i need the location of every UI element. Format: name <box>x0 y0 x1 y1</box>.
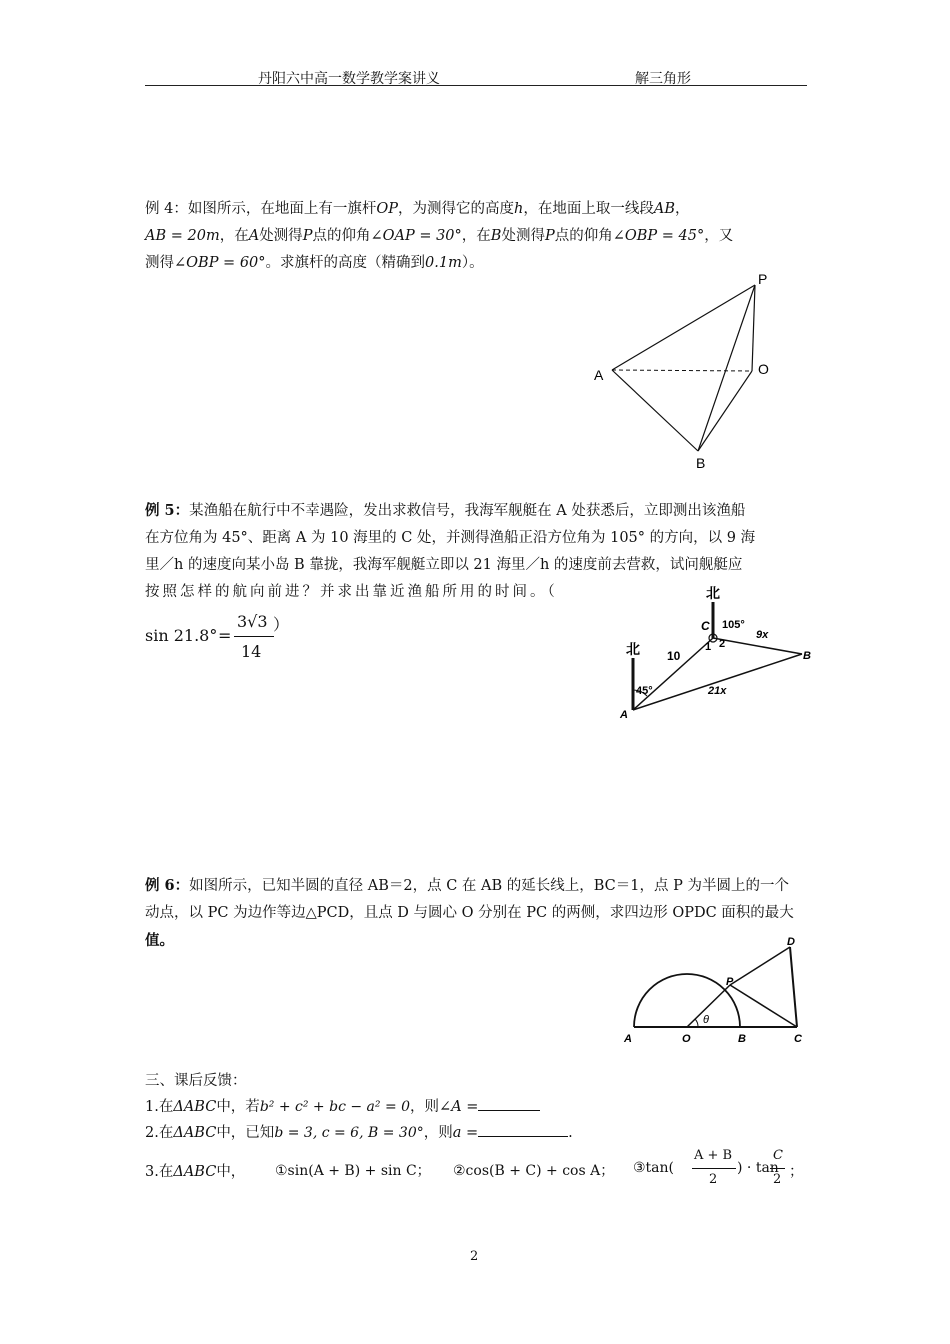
label-a: A <box>594 367 604 383</box>
ex4-text-seg: ）。 <box>461 255 484 271</box>
label-1: 1 <box>705 641 712 653</box>
label-10: 10 <box>667 649 681 663</box>
math-precision: 0.1m <box>425 255 462 271</box>
ex4-text-seg: ，在 <box>461 228 491 244</box>
label-d: D <box>787 936 795 948</box>
angle-arc-theta <box>695 1019 698 1027</box>
label-p: P <box>726 976 734 988</box>
q2-text-seg: 中，已知 <box>216 1125 275 1141</box>
ex4-line2 <box>145 223 810 250</box>
ex6-text-seg: 如图所示，已知半圆的直径 AB＝2，点 C 在 AB 的延长线上，BC＝1，点 P 为半圆上的一个 <box>189 878 789 894</box>
label-45: 45° <box>636 685 653 697</box>
hint-eq: = <box>218 626 232 645</box>
section3-title: 三、课后反馈： <box>145 1073 247 1089</box>
ex6-line2: 动点，以 PC 为边作等边△PCD，且点 D 与圆心 O 分别在 PC 的两侧，求四边形 OPDC 面积的最大 <box>145 905 794 921</box>
q3-sep: ； <box>416 1163 431 1179</box>
ex6-line3: 值。 <box>145 932 174 949</box>
q3-option-3-prefix: ③tan( <box>633 1160 675 1176</box>
line-dc <box>790 947 797 1027</box>
line-bo <box>698 371 752 451</box>
hint-numerator: 3√3 <box>237 612 268 631</box>
line-ab <box>612 370 698 451</box>
ex4-text-seg: 处测得 <box>501 228 545 244</box>
label-2: 2 <box>719 638 726 650</box>
header-title: 丹阳六中高一数学教学案讲义 <box>258 71 440 87</box>
q3-option-2 <box>453 1160 614 1180</box>
ex5-text-seg: 某渔船在航行中不幸遇险，发出求救信号，我海军舰艇在 A 处获悉后，立即测出该渔船 <box>189 503 746 519</box>
north-label-c: 北 <box>706 585 720 601</box>
hint-close: ） <box>273 615 290 634</box>
q3 <box>145 1148 810 1196</box>
page-number: 2 <box>470 1249 479 1264</box>
math-a: a = <box>452 1125 479 1141</box>
ex4-text-seg: 点的仰角 <box>312 228 371 244</box>
semicircle <box>634 974 740 1027</box>
hint-sin: sin 21.8° <box>145 626 218 645</box>
label-b: B <box>696 455 706 471</box>
header-rule <box>145 85 807 86</box>
north-label-a: 北 <box>626 641 640 657</box>
math-a: A <box>248 228 260 244</box>
label-o: O <box>682 1033 691 1045</box>
q3-frac2-den: 2 <box>773 1172 782 1187</box>
q3-suffix: 中， <box>216 1164 246 1180</box>
math-ab-length: AB = 20m <box>145 228 220 244</box>
header-chapter: 解三角形 <box>635 71 691 87</box>
ex4-figure <box>580 268 800 478</box>
math-angle-a: ∠A = <box>439 1099 479 1115</box>
ex4-text <box>145 196 810 277</box>
math-equation: b² + c² + bc − a² = 0 <box>259 1099 411 1115</box>
ex4-label: 例 4： <box>145 201 188 217</box>
hint-denominator: 14 <box>241 642 262 661</box>
math-b: B <box>490 228 502 244</box>
ex4-text-seg: ，在 <box>219 228 249 244</box>
ex5-line1 <box>145 497 810 525</box>
math-angle-obp-2: ∠OBP = 60° <box>174 255 266 271</box>
label-9x: 9x <box>756 629 769 641</box>
ex4-text-seg: ，在地面上取一线段 <box>523 201 654 217</box>
answer-blank[interactable] <box>478 1122 568 1137</box>
math-p: P <box>544 228 555 244</box>
math-given: b = 3, c = 6, B = 30° <box>274 1125 424 1141</box>
line-ab <box>633 654 802 710</box>
line-pd <box>730 947 790 985</box>
q3-prefix: 3.在 <box>145 1164 174 1180</box>
math-p: P <box>302 228 313 244</box>
ex4-text-seg: ，又 <box>704 228 734 244</box>
ex4-text-seg: 处测得 <box>259 228 303 244</box>
label-b: B <box>738 1033 746 1045</box>
answer-blank[interactable] <box>478 1096 540 1111</box>
q2 <box>145 1120 810 1146</box>
ex4-text-seg: 如图所示，在地面上有一旗杆 <box>187 201 377 217</box>
label-b: B <box>803 650 811 662</box>
ex6-label: 例 6： <box>145 877 190 894</box>
q3-frac-bar <box>692 1168 736 1169</box>
q3-sep: ； <box>600 1163 615 1179</box>
q2-text-seg: ，则 <box>423 1125 453 1141</box>
q1-text-seg: ，则 <box>410 1099 440 1115</box>
line-bp <box>698 285 755 451</box>
math-h: h <box>514 201 524 217</box>
q1-text-seg: 中，若 <box>216 1099 260 1115</box>
q3-frac-num: A + B <box>694 1148 733 1163</box>
ex5-line2: 在方位角为 45°、距离 A 为 10 海里的 C 处，并测得渔船正沿方位角为 105° 的方向，以 9 海 <box>145 530 756 546</box>
label-a: A <box>620 709 628 720</box>
label-a: A <box>624 1033 632 1045</box>
line-ap <box>612 285 755 370</box>
q3-text-seg <box>145 1160 245 1181</box>
ex4-text-seg: 点的仰角 <box>554 228 613 244</box>
label-105: 105° <box>722 619 745 631</box>
math-angle-obp: ∠OBP = 45° <box>612 228 705 244</box>
q2-text-seg: 2.在 <box>145 1125 174 1141</box>
label-p: P <box>758 271 768 287</box>
q1 <box>145 1094 810 1120</box>
q1-text-seg: 1.在 <box>145 1099 174 1115</box>
math-triangle: ΔABC <box>173 1125 217 1141</box>
q3-sep: ； <box>789 1164 804 1180</box>
q3-option-2-expr: ②cos(B + C) + cos A <box>453 1163 601 1179</box>
label-c: C <box>701 619 710 633</box>
label-o: O <box>758 361 769 377</box>
ex4-text-seg: ， <box>674 201 690 217</box>
ex4-line1 <box>145 196 810 223</box>
ex5-line4: 按照怎样的航向前进？并求出靠近渔船所用的时间。（ <box>145 584 558 600</box>
ex4-text-seg: 测得 <box>145 255 174 271</box>
line-ao <box>612 370 752 371</box>
math-op: OP <box>376 201 398 217</box>
q3-option-1 <box>275 1160 431 1180</box>
line-po <box>752 285 755 371</box>
label-c: C <box>794 1033 802 1045</box>
ex5-line3: 里／h 的速度向某小岛 B 靠拢，我海军舰艇立即以 21 海里／h 的速度前去营救，试问舰艇应 <box>145 557 743 573</box>
q3-option-3-mid: ) · tan <box>737 1160 779 1176</box>
q3-frac2-num: C <box>773 1148 783 1163</box>
hint-fraction-bar <box>234 636 274 637</box>
ex6-figure <box>620 935 820 1050</box>
q3-option-1-expr: ①sin(A + B) + sin C <box>275 1163 417 1179</box>
ex5-figure <box>610 580 820 720</box>
q3-frac2-bar <box>770 1168 785 1169</box>
math-triangle: ΔABC <box>173 1099 217 1115</box>
q3-frac-den: 2 <box>709 1172 718 1187</box>
ex6-line1 <box>145 872 810 900</box>
q2-period: . <box>568 1125 573 1141</box>
math-ab: AB <box>653 201 675 217</box>
ex4-text-seg: ，为测得它的高度 <box>398 201 514 217</box>
math-triangle: ΔABC <box>173 1164 217 1180</box>
label-21x: 21x <box>708 685 727 697</box>
label-theta: θ <box>703 1014 709 1026</box>
math-angle-oap: ∠OAP = 30° <box>370 228 462 244</box>
ex5-label: 例 5： <box>145 502 190 519</box>
ex4-text-seg: 。求旗杆的高度（精确到 <box>265 255 426 271</box>
